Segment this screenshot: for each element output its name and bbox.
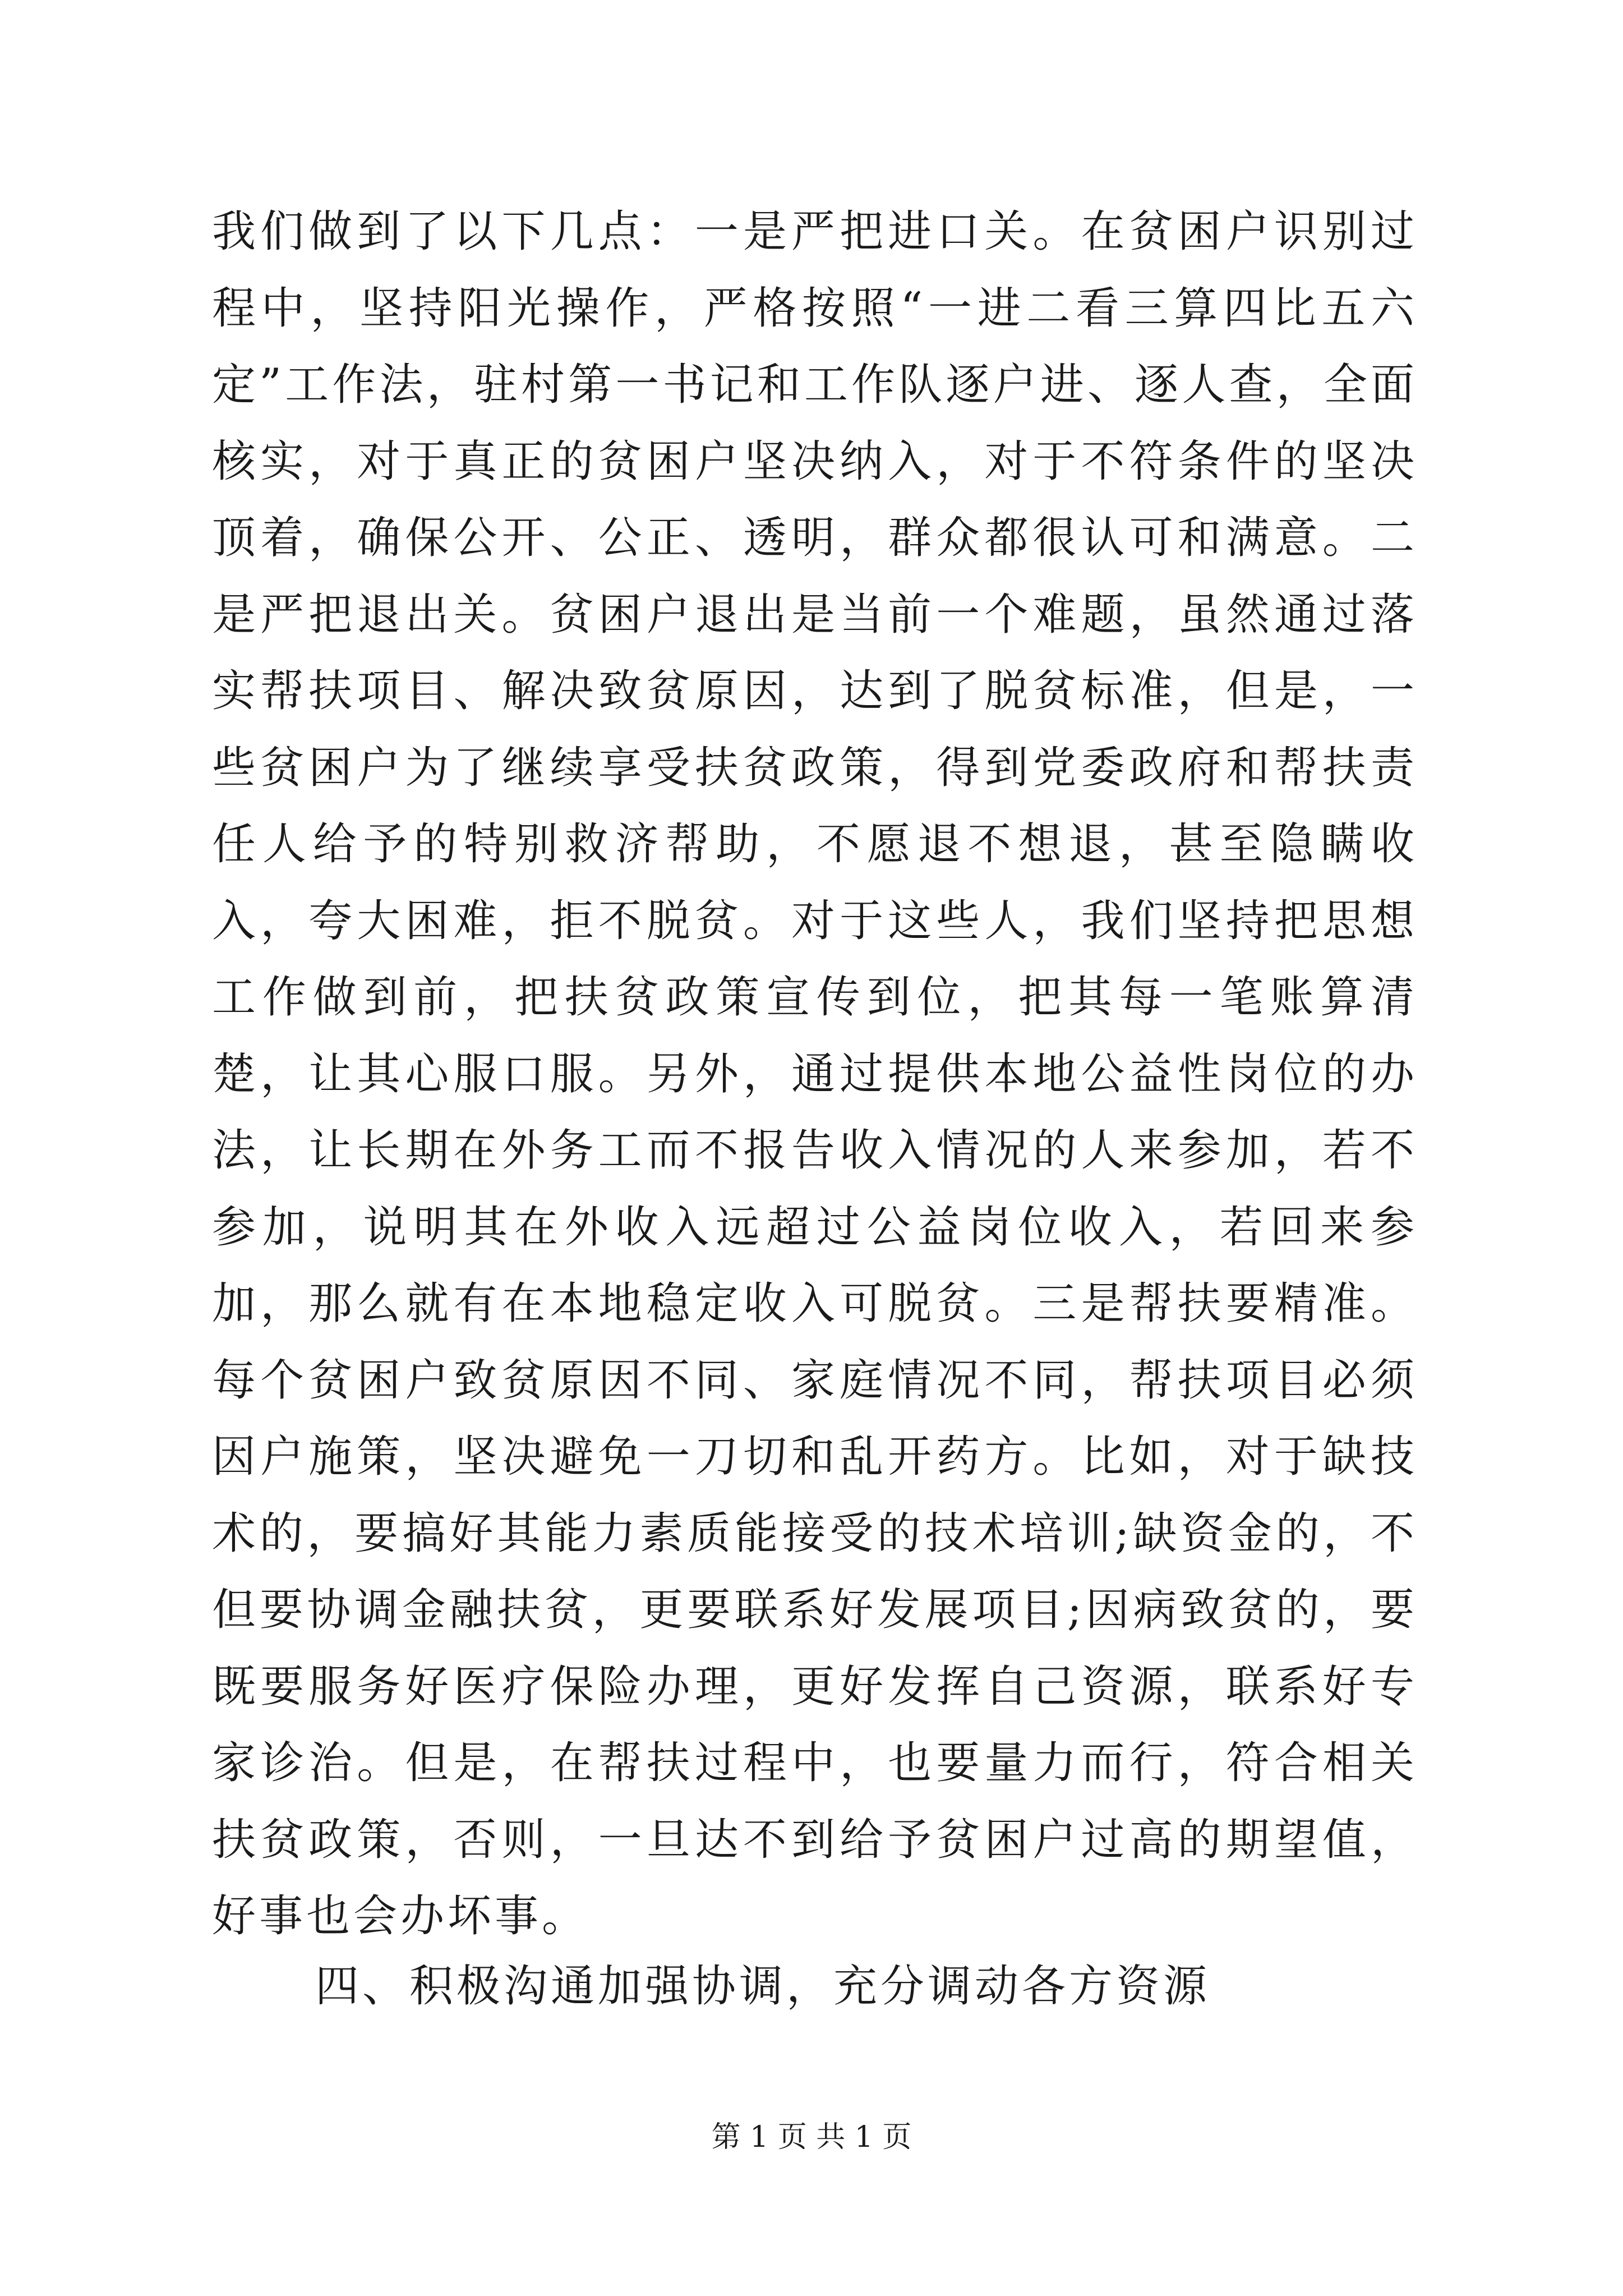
section-heading: 四、积极沟通加强协调，充分调动各方资源	[315, 1961, 1211, 2012]
page-number-footer: 第 1 页 共 1 页	[711, 2120, 912, 2154]
body-paragraph: 我们做到了以下几点：一是严把进口关。在贫困户识别过程中，坚持阳光操作，严格按照“一进二看三算四比五六定”工作法，驻村第一书记和工作队逐户进、逐人查，全面核实，对于真正的贫困户坚决纳入，对于不符条件的坚决顶着，确保公开、公正、透明，群众都很认可和满意。二是严把退出关。贫困户退出是当前一个难题，虽然通过落实帮扶项目、解决致贫原因，达到了脱贫标准，但是，一些贫困户为了继续享受扶贫政策，得到党委政府和帮扶责任人给予的特别救济帮助，不愿退不想退，甚至隐瞒收入，夸大困难，拒不脱贫。对于这些人，我们坚持把思想工作做到前，把扶贫政策宣传到位，把其每一笔账算清楚，让其心服口服。另外，通过提供本地公益性岗位的办法，让长期在外务工而不报告收入情况的人来参加，若不参加，说明其在外收入远超过公益岗位收入，若回来参加，那么就有在本地稳定收入可脱贫。三是帮扶要精准。每个贫困户致贫原因不同、家庭情况不同，帮扶项目必须因户施策，坚决避免一刀切和乱开药方。比如，对于缺技术的，要搞好其能力素质能接受的技术培训;缺资金的，不但要协调金融扶贫，更要联系好发展项目;因病致贫的，要既要服务好医疗保险办理，更好发挥自己资源，联系好专家诊治。但是，在帮扶过程中，也要量力而行，符合相关扶贫政策，否则，一旦达不到给予贫困户过高的期望值，好事也会办坏事。	[212, 206, 1418, 1941]
